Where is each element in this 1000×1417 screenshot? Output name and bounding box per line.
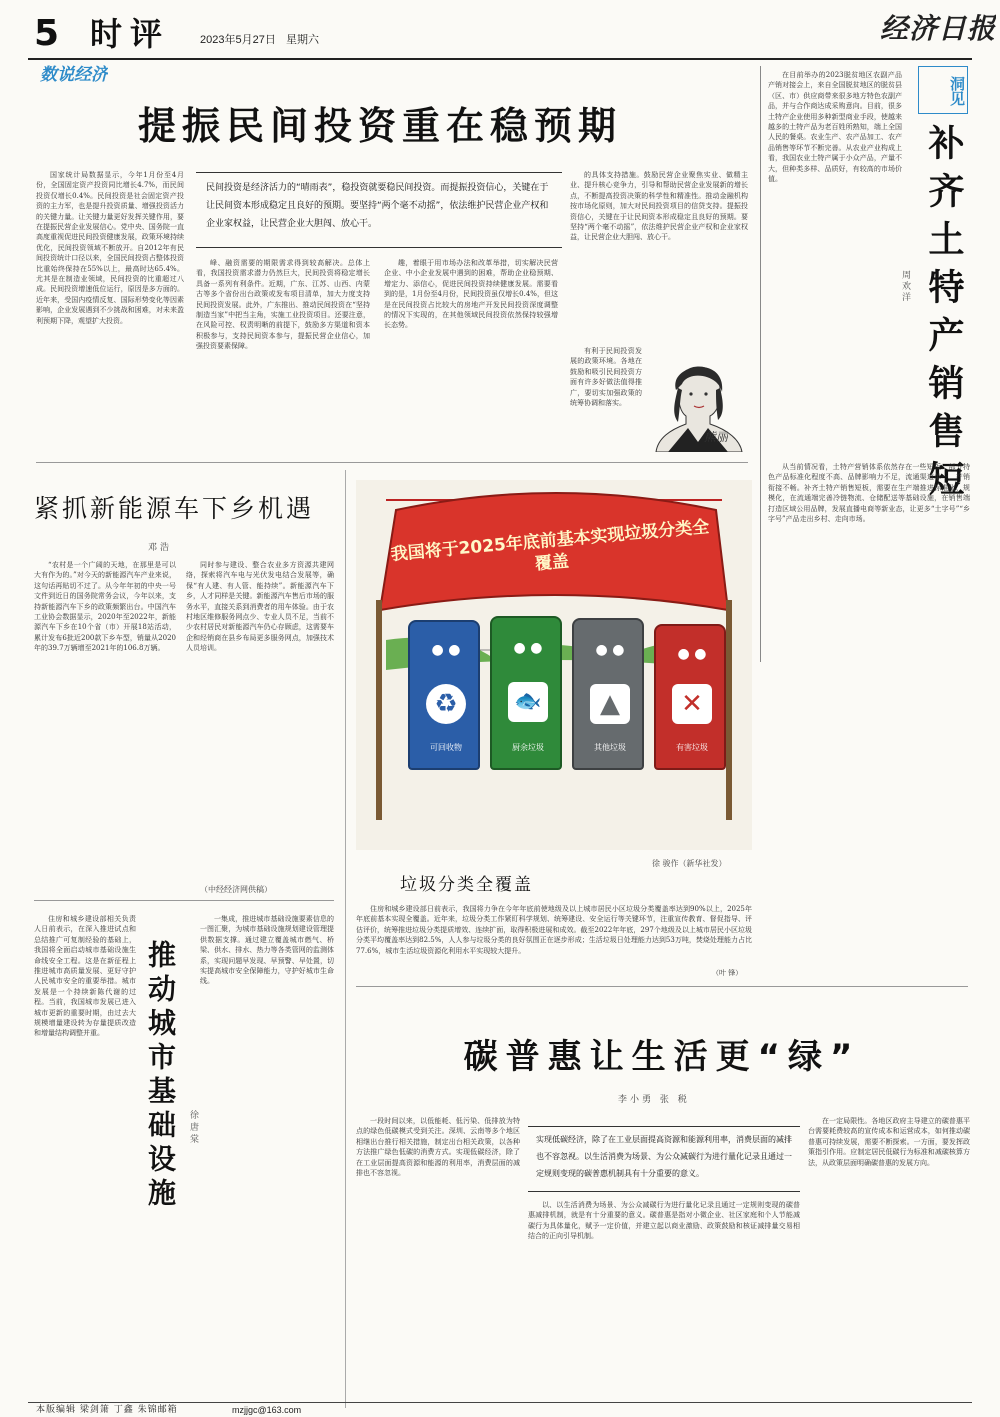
portrait-sketch xyxy=(648,344,748,452)
issue-date: 2023年5月27日 xyxy=(200,34,276,46)
article1-title: 提振民间投资重在稳预期 xyxy=(137,104,622,148)
article4-author: 徐唐棠 xyxy=(188,1110,198,1146)
illustration-text-author: （叶 锋） xyxy=(712,969,743,977)
author-portrait xyxy=(648,344,748,452)
bin-hazardous-waste xyxy=(654,624,726,770)
article2-tag-box xyxy=(918,66,968,114)
article2-title: 补齐土特产销售短 xyxy=(923,124,964,508)
article1-lead: 民间投资是经济活力的“晴雨表”，稳投资就要稳民间投资。而提振投资信心，关键在于让民间资本形成稳定且良好的预期。要坚持“两个毫不动摇”，依法维护民营企业产权和企业家权益，让民营企业大胆闯、放心干。 xyxy=(196,172,562,248)
article2-author: 周欢洋 xyxy=(900,270,910,303)
bin-recyclable xyxy=(408,620,480,770)
article3-author: 邓浩 xyxy=(148,543,173,553)
bin-face-eyes: ● ● xyxy=(677,646,707,662)
masthead xyxy=(0,0,1000,56)
illustration-text-body: 住房和城乡建设部日前表示，我国将力争在今年年底前使地级及以上城市居民小区垃圾分类覆盖率达到90%以上，2025年年底前基本实现全覆盖。近年来，垃圾分类工作紧盯科学规划、统筹建设、安全运行等关键环节，注重宣传教育、督促指导、评估评价，统筹推进垃圾分类提质增效、连续扩面，取得积极进展和成效。截至2022年年底，297个地级及以上城市居民小区垃圾分类平均覆盖率达到82.5%，人人参与垃圾分类的良好氛围正在逐步形成；生活垃圾日处理能力达到53万吨，焚烧处理能力占比77.6%，城市生活垃圾资源化利用水平实现较大提升。 xyxy=(356,905,752,955)
article2-col1 xyxy=(768,70,902,458)
bin-kitchen-waste xyxy=(490,616,562,770)
article4-title: 推动城市基础设施 xyxy=(144,940,177,1212)
page-number: 5 xyxy=(34,14,60,54)
article1-col3 xyxy=(384,258,558,452)
article5-col1-text: 一段时间以来，以低能耗、低污染、低排放为特点的绿色低碳模式受到关注。深圳、云南等多个地区相继出台推行相关措施，制定出台相关政策，以各种方法推广绿色低碳的消费方式。实现低碳经济，除了在工业层面提高资源和能源的利用率，消费层面的减排也不容忽视。 xyxy=(356,1117,520,1178)
section-tag: 数说经济 xyxy=(40,65,108,85)
article1-bottom-rule xyxy=(36,462,748,463)
article2-col2 xyxy=(768,462,970,882)
bin-face-eyes: ● ● xyxy=(431,642,461,658)
bin-label: 可回收物 xyxy=(430,743,462,752)
article5-col2-text: 以、以生活消费为场景、为公众减碳行为进行量化记录且通过一定规则变现的碳普惠减排机制，就是有十分重要的意义。碳普惠是指对小微企业、社区家庭和个人节能减碳行为具体量化，赋予一定价值，并建立起以商业激励、政策鼓励和核证减排量交易相结合的正向引导机制。 xyxy=(528,1201,800,1241)
article1-col1-text: 国家统计局数据显示，今年1月份至4月份，全国固定资产投资同比增长4.7%，而民间投资仅增长0.4%。民间投资是社会固定资产投资的主力军，也是提升投资质量、增强投资活力的关键力量。让关键力量更好发挥关键作用，要在提振民营企业发展信心。党中央、国务院一直高度重视促进民间投资健康发展，政策环境持续优化，民间投资领域不断放开。自2012年有民间投资统计口径以来，全国民间投资占整体投资比重始终保持在55%以上，最高时达65.4%。尤其是在制造业领域，民间投资的比重超过八成。民间投资增速低位运行，原因是多方面的。近年来，受国内疫情反复、国际形势变化等因素影响，企业发展遇到不少挑战和困难，对未来盈利预期下降，观望扩大投资。 xyxy=(36,171,184,325)
bin-label: 厨余垃圾 xyxy=(512,743,544,752)
bin-label: 有害垃圾 xyxy=(676,743,708,752)
illustration-credit: 徐 骏作（新华社发） xyxy=(652,859,727,868)
article2-col1-text: 在目前举办的2023脱贫地区农副产品产销对接会上，来自全国脱贫地区的脱贫县（区、市）供应商带来很多地方特色农副产品，并与合作商达成采购意向。目前，很多土特产企业使用多种新型商业手段，使越来越多的土特产品为老百姓所熟知，端上全国人民的餐桌。农业生产、农产品加工、农产品销售等环节不断完善。从农业产业构成上看，我国农业土特产属于小众产品，产量不大，但种类多样、品质好，有较高的市场价值。 xyxy=(768,71,902,184)
article5-col2 xyxy=(528,1200,800,1400)
illustration-bottom-rule xyxy=(356,986,968,987)
recycle-icon: ♻ xyxy=(426,684,466,724)
footer-rule xyxy=(28,1402,972,1403)
article3-col2-text: 同时参与建设、整合农业多方资源共建网络，探索将汽车电与光伏发电结合发展等，确保“有人建、有人管、能持续”。新能源汽车下乡，人才同样是关键。新能源汽车售后市场的服务水平，直接关系到消费者的用车体验。由于农村地区维修服务网点少、专业人员不足，当前不少农村居民对新能源汽车仍心存顾虑，这需要车企和经销商在县乡布局更多服务网点，加强技术人员培训。 xyxy=(186,561,334,653)
fish-bone-icon: 🐟 xyxy=(508,682,548,722)
article4-col2-text: 一集成，推进城市基础设施要素信息的一图汇聚，为城市基础设施规划建设管理提供数据支撑。通过建立覆盖城市燃气、桥梁、供水、排水、热力等各类管网的监测体系，实现问题早发现、早预警、早处置，切实提高城市安全保障能力，守护好城市生命线。 xyxy=(200,915,334,986)
masthead-rule xyxy=(28,58,972,60)
article4-col2 xyxy=(200,914,334,1400)
article5-lead: 实现低碳经济，除了在工业层面提高资源和能源利用率，消费层面的减排也不容忽视。以生活消费为场景、为公众减碳行为进行量化记录且通过一定规则变现的碳普惠机制具有十分重要的意义。 xyxy=(528,1126,800,1192)
article1-col5 xyxy=(570,346,642,452)
newspaper-logo: 经济日报 xyxy=(880,12,997,45)
triangle-icon: ▲ xyxy=(590,684,630,724)
article3-footer: （中经经济网供稿） xyxy=(200,885,272,894)
hazard-icon: ✕ xyxy=(672,684,712,724)
bin-face-eyes: ● ● xyxy=(513,640,543,656)
article1-col2 xyxy=(196,258,370,452)
footer-editors: 本版编辑 梁剑箫 丁鑫 朱锦邮箱 xyxy=(36,1405,178,1415)
article5-col3 xyxy=(808,1116,970,1400)
article1-col5-text: 有利于民间投资发展的政策环境。各地在鼓励和吸引民间投资方面有许多好做法值得推广，要切实加强政策的统筹协调和落实。 xyxy=(570,347,642,408)
article3-title: 紧抓新能源车下乡机遇 xyxy=(34,494,315,523)
article1-col4-text: 的具体支持措施。鼓励民营企业聚焦实业、做精主业、提升核心竞争力，引导和帮助民营企业发展新的增长点，不断提高投资决策的科学性和精准性。推动金融机构按市场化原则，加大对民间投资项目的信贷支持。提振投资信心，关键在于让民间资本形成稳定且良好的预期。要坚持“两个毫不动摇”，依法维护民营企业产权和企业家权益，让民营企业大胆闯、放心干。 xyxy=(570,171,748,242)
illustration-caption: 垃圾分类全覆盖 xyxy=(400,875,533,895)
bin-face-eyes: ● ● xyxy=(595,642,625,658)
section-name: 时评 xyxy=(90,16,171,52)
article2-col2-text: 从当前情况看，土特产营销体系依然存在一些短板：部分特色产品标准化程度不高、品牌影响力不足，流通渠道单一，产销衔接不畅。补齐土特产销售短板，需要在生产端推进标准化、规模化，在流通端完善冷链物流、仓储配送等基础设施，在销售端打造区域公用品牌，发展直播电商等新业态，让更多“土字号”“乡字号”产品走出乡村、走向市场。 xyxy=(768,463,970,524)
article1-col2-text: 峰、融资需要的期限需求得到较高解决。总体上看，我国投资需求潜力仍然巨大，民间投资将稳定增长具备一系列有利条件。近期，广东、江苏、山西、内蒙古等多个省份出台政策或发布项目清单，加大力度支持民间投资发展。此外，广东推出、推动民间投资在“坚持制造当家”中把当主角，实施工业投资项目。还要注意，在风险可控、权责明晰的前提下，鼓励多方渠道和资本积极参与，支持民间资本参与，提振民营企业信心，加强投资要素保障。 xyxy=(196,259,370,351)
illustration-text xyxy=(356,904,752,980)
article3-col2 xyxy=(186,560,334,882)
article3-bottom-rule xyxy=(34,900,334,901)
article5-col1 xyxy=(356,1116,520,1400)
article5-title: 碳普惠让生活更“绿” xyxy=(463,1037,861,1077)
article1-col4 xyxy=(570,170,748,344)
right-column-divider xyxy=(760,66,761,662)
author-signature: 熊丽 xyxy=(704,430,729,444)
article2-section-tag: 洞见 xyxy=(948,76,966,106)
illustration-banner: 我国将于2025年底前基本实现垃圾分类全覆盖 xyxy=(390,517,710,575)
article1-col1 xyxy=(36,170,184,452)
bin-other-waste xyxy=(572,618,644,770)
bin-label: 其他垃圾 xyxy=(594,743,626,752)
article5-col3-text: 在一定局限性。各地区政府主导建立的碳普惠平台需要耗费较高的宣传成本和运营成本，如何推动碳普惠可持续发展，需要不断探索。一方面，要发挥政策指引作用。应制定居民低碳行为标准和减碳核算方法，从政策层面明确碳普惠的发展方向。 xyxy=(808,1117,970,1167)
article1-col3-text: 趣，着眼于用市场办法和改革举措，切实解决民营企业、中小企业发展中遇到的困难，帮助企业稳预期、增定力、添信心，促进民间投资持续健康发展。需要看到的是，1月份至4月份，民间投资虽仅增长0.4%，但这是在民间投资占比较大的房地产开发民间投资深度调整的情况下实现的，在其他领域民间投资依然保持较强增长态势。 xyxy=(384,259,558,330)
issue-weekday: 星期六 xyxy=(286,34,319,46)
article4-col1-text: 住房和城乡建设部相关负责人日前表示，在深入推进试点和总结推广可复制经验的基础上，我国将全面启动城市基础设施生命线安全工程。这是在新征程上推进城市高质量发展、更好守护人民城市安全的重要举措。城市发展是一个持续新陈代谢的过程。当前，我国城市发展已进入城市更新的重要时期，由过去大规模增量建设转为存量提质改造和增量结构调整并重。 xyxy=(34,915,136,1038)
article3-col1-text: “农村是一个广阔的天地，在那里是可以大有作为的。”对今天的新能源汽车产业来说，这句话再贴切不过了。从今年年初的中央一号文件到近日的国务院常务会议，今年以来，支持新能源汽车下乡的政策频繁出台。中国汽车工业协会数据显示，2020年至2022年，新能源汽车下乡在10个省（市）开展18站活动，累计发布6批近200款下乡车型，销量从2020年的39.7万辆增至2021年的106.8万辆。 xyxy=(34,561,176,653)
article5-authors: 李小勇 张 税 xyxy=(618,1095,690,1105)
footer-email: mzjjgc@163.com xyxy=(232,1405,302,1415)
article4-col1 xyxy=(34,914,136,1400)
article3-col1 xyxy=(34,560,176,882)
left-column-divider xyxy=(345,470,346,1408)
